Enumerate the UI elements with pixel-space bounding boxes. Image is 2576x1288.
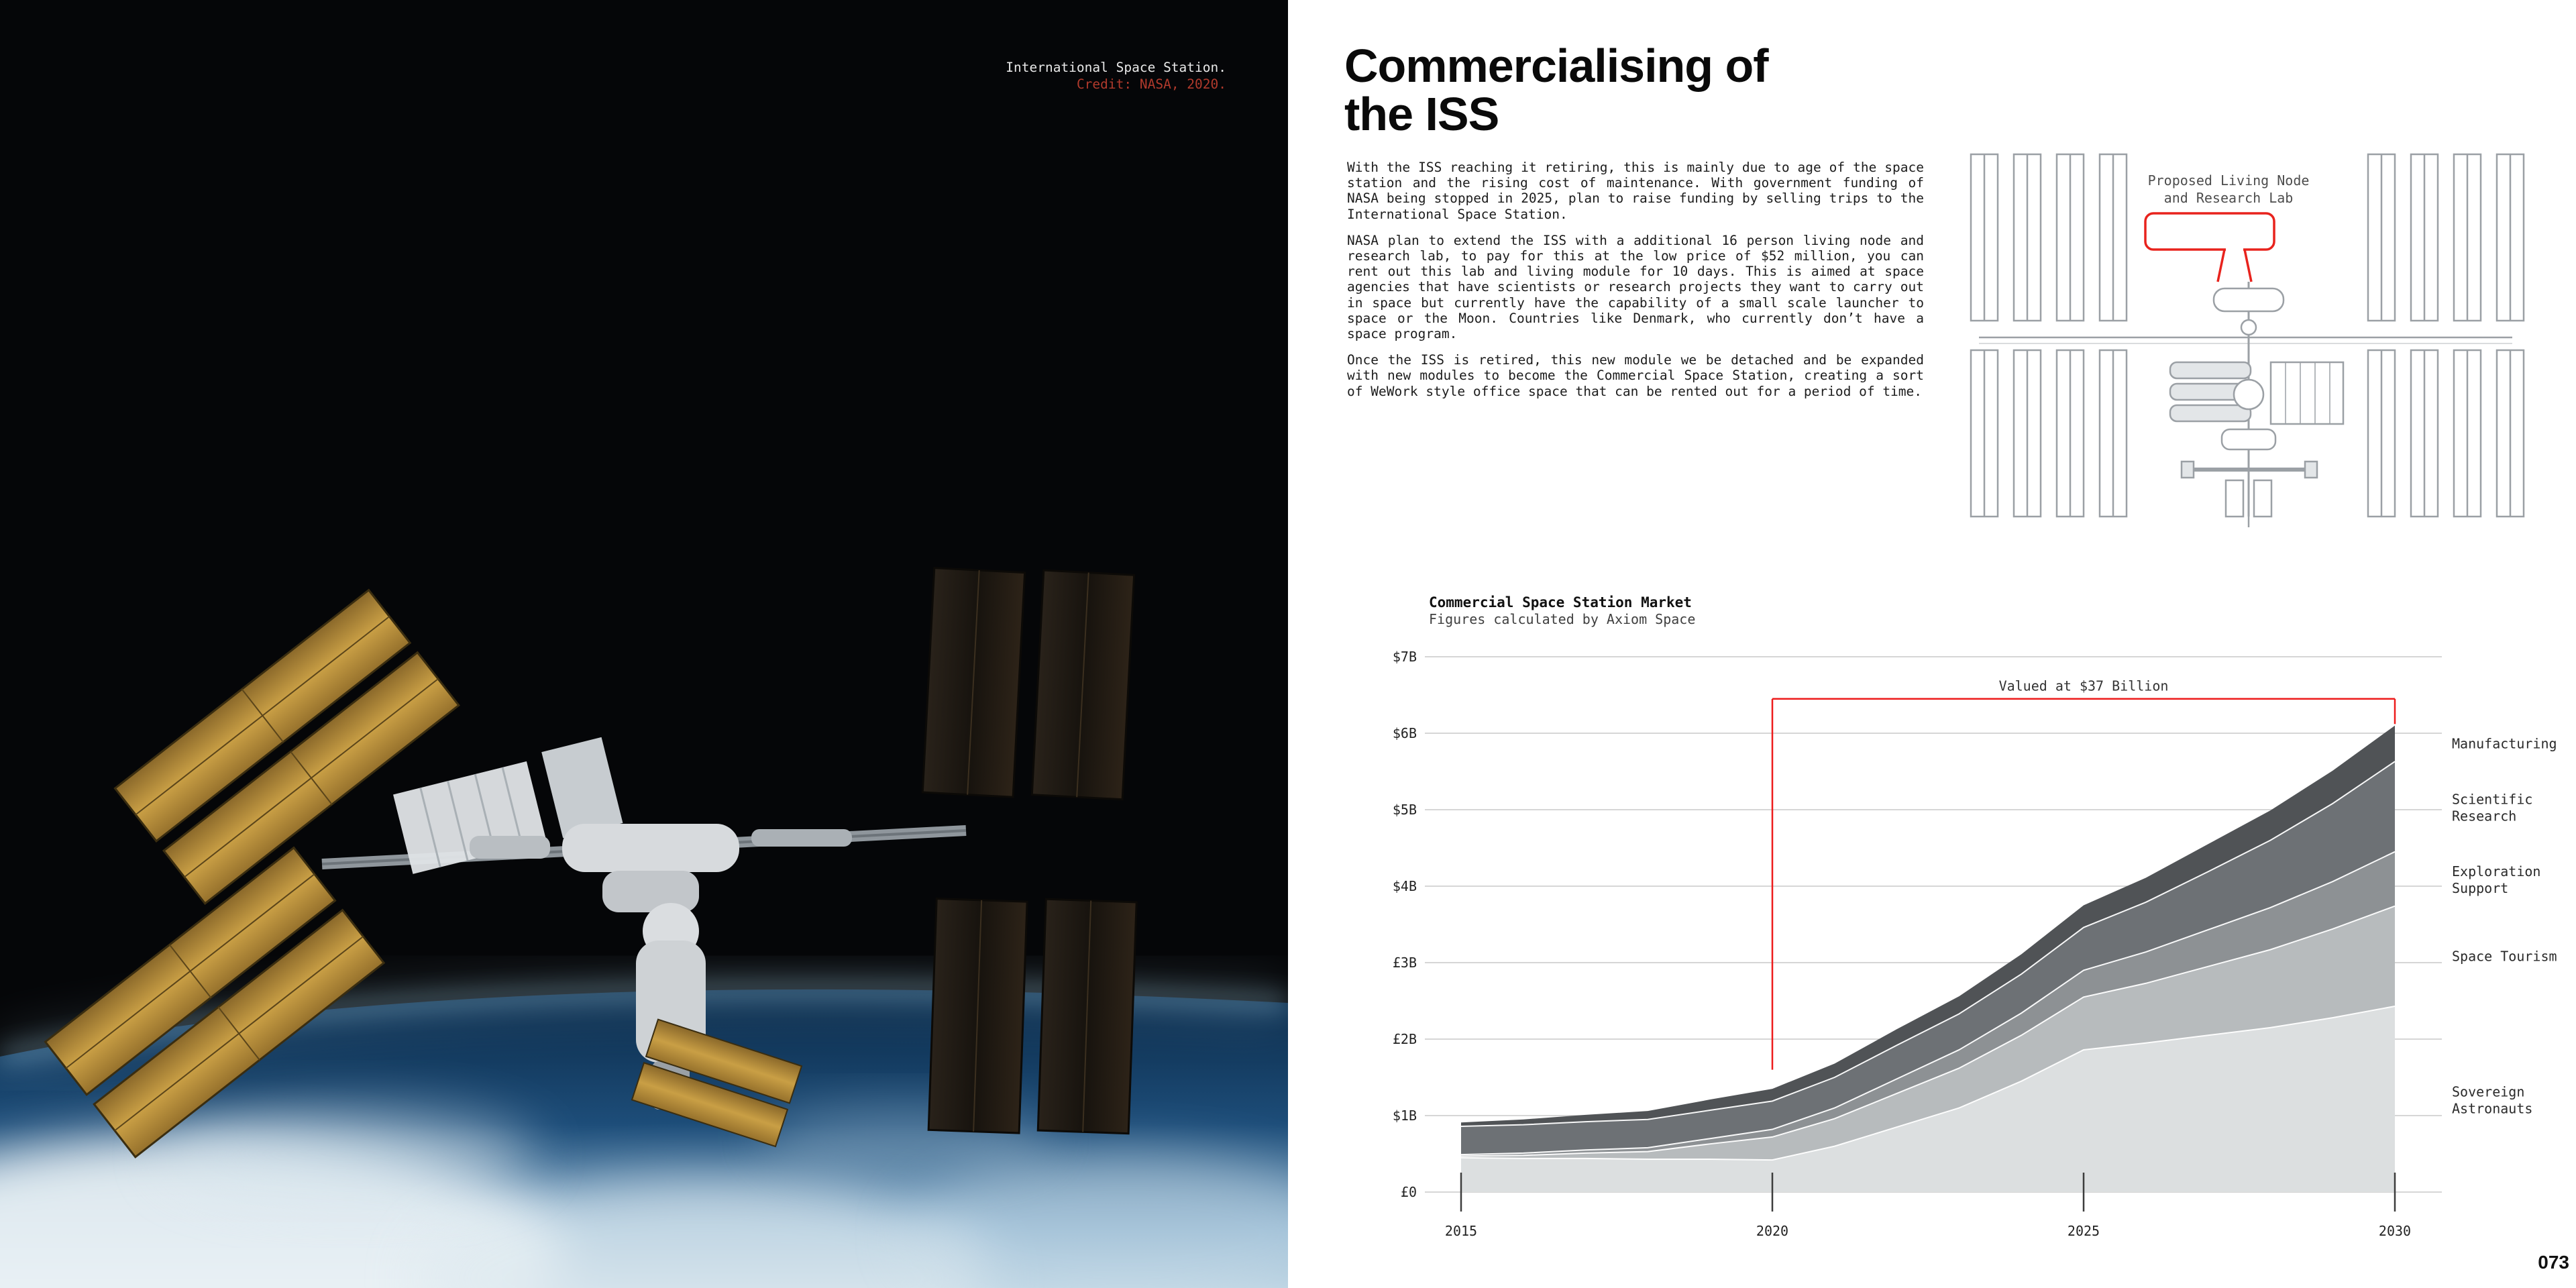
y-axis-tick-label: $1B: [1392, 1108, 1417, 1124]
series-label-sovereign-astronauts: Sovereign Astronauts: [2452, 1083, 2533, 1117]
chart-header: [1429, 594, 2033, 628]
y-axis-tick-label: £2B: [1392, 1031, 1417, 1047]
series-label-manufacturing: Manufacturing: [2452, 735, 2557, 752]
x-axis-tick-label: 2025: [2067, 1223, 2100, 1239]
paragraph-3: Once the ISS is retired, this new module we be detached and be expanded with new modules to become the Commercial Space Station, creating a sort of WeWork style office space that can be rented out for a period of time.: [1347, 352, 1924, 399]
area-band-manufacturing: [1461, 726, 2395, 1126]
band-boundary: [1461, 906, 2395, 1157]
area-band-exploration-support: [1461, 852, 2395, 1157]
proposed-module-highlight: [2145, 213, 2274, 282]
diagram-label-line2: and Research Lab: [2163, 190, 2294, 206]
x-axis-tick-label: 2020: [1756, 1223, 1789, 1239]
series-label-space-tourism: Space Tourism: [2452, 948, 2557, 965]
paragraph-1: With the ISS reaching it retiring, this is mainly due to age of the space station and the rising cost of maintenance. With government funding of NASA being stopped in 2025, plan to raise funding by selling trips to the International Space Station.: [1347, 160, 1924, 222]
area-band-sovereign-astronauts: [1461, 1006, 2395, 1192]
y-axis-tick-label: $6B: [1392, 725, 1417, 741]
diagram-right-panels: [2368, 154, 2524, 517]
series-label-exploration-support: Exploration Support: [2452, 863, 2541, 897]
y-axis-tick-label: £3B: [1392, 955, 1417, 971]
article-body: [1347, 160, 1924, 410]
article-title-line1: Commercialising of: [1344, 40, 1768, 92]
article-title-line2: the ISS: [1344, 88, 1499, 140]
photo-caption-title: International Space Station.: [1006, 60, 1226, 75]
paragraph-2: NASA plan to extend the ISS with a additional 16 person living node and research lab, to pay for this at the low price of $52 million, you can rent out this lab and living module for 10 days. This is aimed at space agencies that have scientists or research projects they want to carry out in space but currently have the capability of a small scale launcher to space or the Moon. Countries like Denmark, who currently don’t have a space program.: [1347, 232, 1924, 342]
photo-caption-credit: Credit: NASA, 2020.: [1076, 76, 1226, 92]
area-band-scientific-research: [1461, 761, 2395, 1155]
y-axis-tick-label: $5B: [1392, 802, 1417, 818]
band-boundary: [1461, 761, 2395, 1126]
area-band-space-tourism: [1461, 906, 2395, 1160]
series-label-scientific-research: Scientific Research: [2452, 791, 2533, 824]
diagram-central-stack: [2170, 282, 2343, 527]
y-axis-tick-label: $7B: [1392, 649, 1417, 665]
diagram-label-line1: Proposed Living Node: [2147, 172, 2310, 189]
y-axis-tick-label: £0: [1400, 1184, 1417, 1200]
article-title: [1344, 42, 2015, 138]
photo-caption: [859, 59, 1226, 93]
x-axis-tick-label: 2030: [2378, 1223, 2412, 1239]
annotation-text: Valued at $37 Billion: [1998, 678, 2169, 694]
diagram-left-panels: [1971, 154, 2127, 517]
y-axis-tick-label: $4B: [1392, 878, 1417, 894]
band-boundary: [1461, 1006, 2395, 1160]
chart-title: Commercial Space Station Market: [1429, 594, 1692, 610]
x-axis-tick-label: 2015: [1444, 1223, 1478, 1239]
band-boundary: [1461, 852, 2395, 1155]
chart-subtitle: Figures calculated by Axiom Space: [1429, 611, 1696, 627]
page-number: 073: [2538, 1252, 2569, 1273]
